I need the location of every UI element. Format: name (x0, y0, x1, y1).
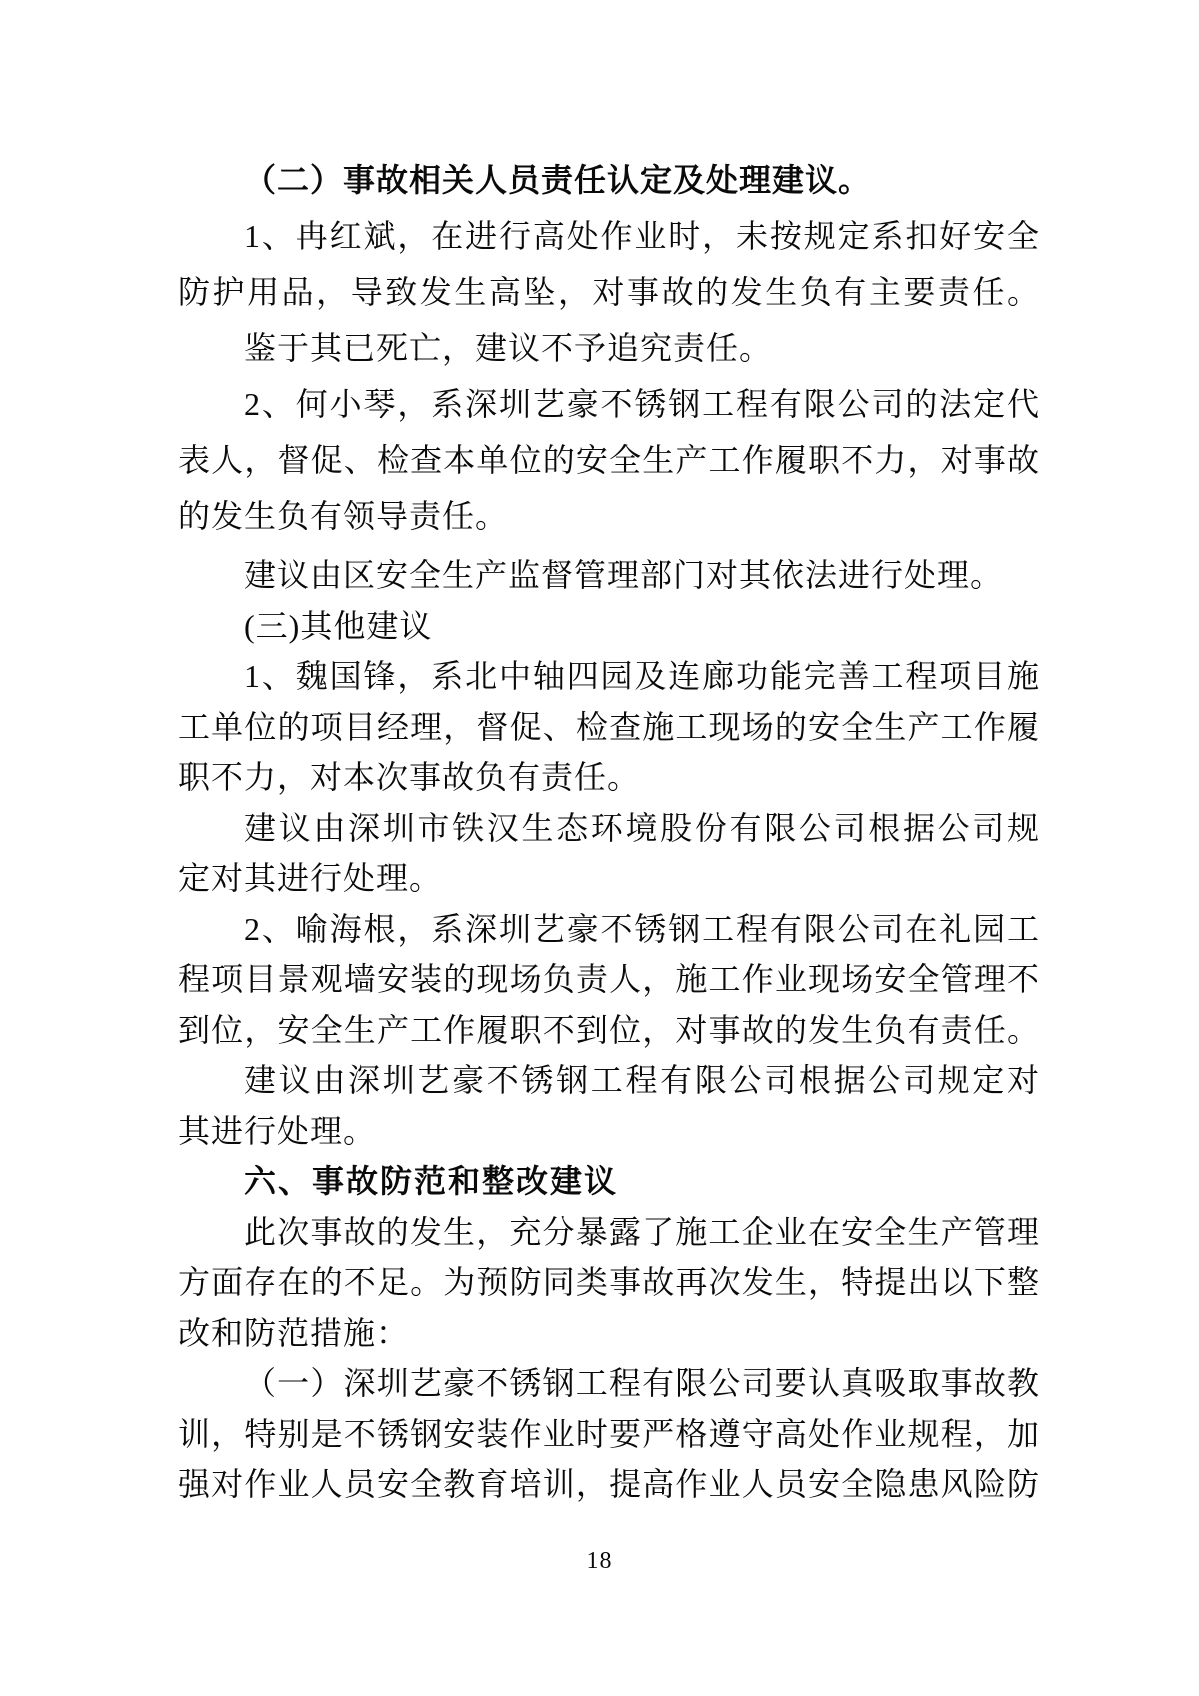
paragraph-line: 职不力，对本次事故负有责任。 (178, 759, 641, 795)
paragraph-line: 表人，督促、检查本单位的安全生产工作履职不力，对事故 (178, 442, 1039, 478)
paragraph-line: 强对作业人员安全教育培训，提高作业人员安全隐患风险防 (178, 1466, 1039, 1502)
paragraph-line: 防护用品，导致发生高坠，对事故的发生负有主要责任。 (178, 274, 1039, 310)
paragraph-line: 训，特别是不锈钢安装作业时要严格遵守高处作业规程，加 (178, 1415, 1039, 1452)
paragraph-line: 1、魏国锋，系北中轴四园及连廊功能完善工程项目施 (244, 658, 1039, 694)
paragraph-line: 建议由区安全生产监督管理部门对其依法进行处理。 (244, 557, 1004, 593)
paragraph-line: 其进行处理。 (178, 1112, 377, 1149)
paragraph-line: （一）深圳艺豪不锈钢工程有限公司要认真吸取事故教 (244, 1365, 1039, 1401)
section-heading-3: (三)其他建议 (244, 607, 433, 644)
paragraph-line: 程项目景观墙安装的现场负责人，施工作业现场安全管理不 (178, 961, 1039, 997)
paragraph-line: 方面存在的不足。为预防同类事故再次发生，特提出以下整 (178, 1264, 1039, 1300)
paragraph-line: 2、何小琴，系深圳艺豪不锈钢工程有限公司的法定代 (244, 386, 1039, 422)
paragraph-line: 鉴于其已死亡，建议不予追究责任。 (244, 330, 773, 366)
paragraph-line: 建议由深圳艺豪不锈钢工程有限公司根据公司规定对 (244, 1062, 1039, 1098)
section-3-6-block (178, 550, 1039, 1510)
paragraph-line: 改和防范措施： (178, 1314, 410, 1351)
paragraph-line: 工单位的项目经理，督促、检查施工现场的安全生产工作履 (178, 708, 1039, 745)
paragraph-line: 1、冉红斌，在进行高处作业时，未按规定系扣好安全 (244, 218, 1039, 254)
paragraph-line: 的发生负有领导责任。 (178, 498, 509, 534)
section-heading-6: 六、事故防范和整改建议 (244, 1163, 619, 1199)
page-number: 18 (586, 1548, 613, 1574)
paragraph-line: 2、喻海根，系深圳艺豪不锈钢工程有限公司在礼园工 (244, 910, 1039, 947)
section-heading-2: （二）事故相关人员责任认定及处理建议。 (244, 162, 872, 198)
paragraph-line: 建议由深圳市铁汉生态环境股份有限公司根据公司规 (244, 809, 1039, 846)
paragraph-line: 此次事故的发生，充分暴露了施工企业在安全生产管理 (244, 1213, 1039, 1250)
section-2-block (178, 152, 1039, 544)
paragraph-line: 定对其进行处理。 (178, 860, 443, 896)
paragraph-line: 到位，安全生产工作履职不到位，对事故的发生负有责任。 (178, 1011, 1039, 1048)
